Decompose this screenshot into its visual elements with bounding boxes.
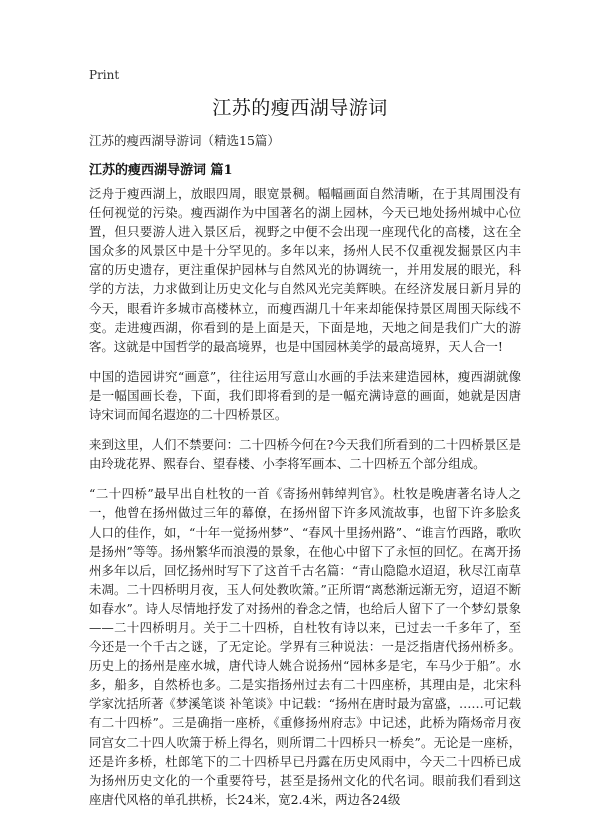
page-title: 江苏的瘦西湖导游词 xyxy=(212,97,388,119)
paragraph-2: 中国的造园讲究“画意”，往往运用写意山水画的手法来建造园林，瘦西湖就像是一幅国画长卷，下面，我们即将看到的是一幅充满诗意的画面，她就是因唐诗宋词而闻名遐迩的二十四桥景区。 xyxy=(89,368,521,423)
section-heading: 江苏的瘦西湖导游词 篇1 xyxy=(89,163,233,178)
document-body xyxy=(89,184,521,820)
document-subtitle: 江苏的瘦西湖导游词（精选15篇） xyxy=(89,133,280,148)
paragraph-3: 来到这里，人们不禁要问：二十四桥今何在?今天我们所看到的二十四桥景区是由玲珑花界、熙春台、望春楼、小李将军画本、二十四桥五个部分组成。 xyxy=(89,437,521,472)
print-link[interactable]: Print xyxy=(89,68,120,82)
paragraph-1: 泛舟于瘦西湖上，放眼四周，眼宽景稠。幅幅画面自然清晰，在于其周围没有任何视觉的污染。瘦西湖作为中国著名的湖上园林，今天已地处扬州城中心位置，但只要游人进入景区后，视野之中便不会出现一座现代化的高楼，这在全国众多的风景区中是十分罕见的。多年以来，扬州人民不仅重视发掘景区内丰富的历史遗存，更注重保护园林与自然风光的协调统一，并用发展的眼光，科学的方法，力求做到让历史文化与自然风光完美辉映。在经济发展日新月异的今天，眼看许多城市高楼林立，而瘦西湖几十年来却能保持景区周围天际线不变。走进瘦西湖，你看到的是上面是天，下面是地，天地之间是我们广大的游客。这就是中国哲学的最高境界，也是中国园林美学的最高境界，天人合一! xyxy=(89,186,521,354)
paragraph-4: “二十四桥”最早出自杜牧的一首《寄扬州韩绰判官》。杜牧是晚唐著名诗人之一，他曾在扬州做过三年的幕僚，在扬州留下许多风流故事，也留下许多脍炙人口的佳作，如，“十年一觉扬州梦”、“春风十里扬州路”、“谁言竹西路，歌吹是扬州”等等。扬州繁华而浪漫的景象，在他心中留下了永恒的回忆。在离开扬州多年以后，回忆扬州时写下了这首千古名篇：“青山隐隐水迢迢，秋尽江南草未凋。二十四桥明月夜，玉人何处教吹箫。”正所谓“离愁渐远渐无穷，迢迢不断如春水”。诗人尽情地抒发了对扬州的眷念之情，也给后人留下了一个梦幻景象——二十四桥明月。关于二十四桥，自杜牧有诗以来，已过去一千多年了，至今还是一个千古之谜，了无定论。学界有三种说法：一是泛指唐代扬州桥多。历史上的扬州是座水城，唐代诗人姚合说扬州“园林多是宅，车马少于船”。水多，船多，自然桥也多。二是实指扬州过去有二十四座桥，其理由是，北宋科学家沈括所著《梦溪笔谈 补笔谈》中记载：“扬州在唐时最为富盛，……可记载有二十四桥”。三是确指一座桥，《重修扬州府志》中记述，此桥为隋炀帝月夜同宫女二十四人吹箫于桥上得名，则所谓二十四桥只一桥矣”。无论是一座桥，还是许多桥，杜郎笔下的二十四桥早已丹露在历史风雨中，今天二十四桥已成为扬州历史文化的一个重要符号，甚至是扬州文化的代名词。眼前我们看到这座唐代风格的单孔拱桥，长24米，宽2.4米，两边各24级 xyxy=(89,486,521,807)
